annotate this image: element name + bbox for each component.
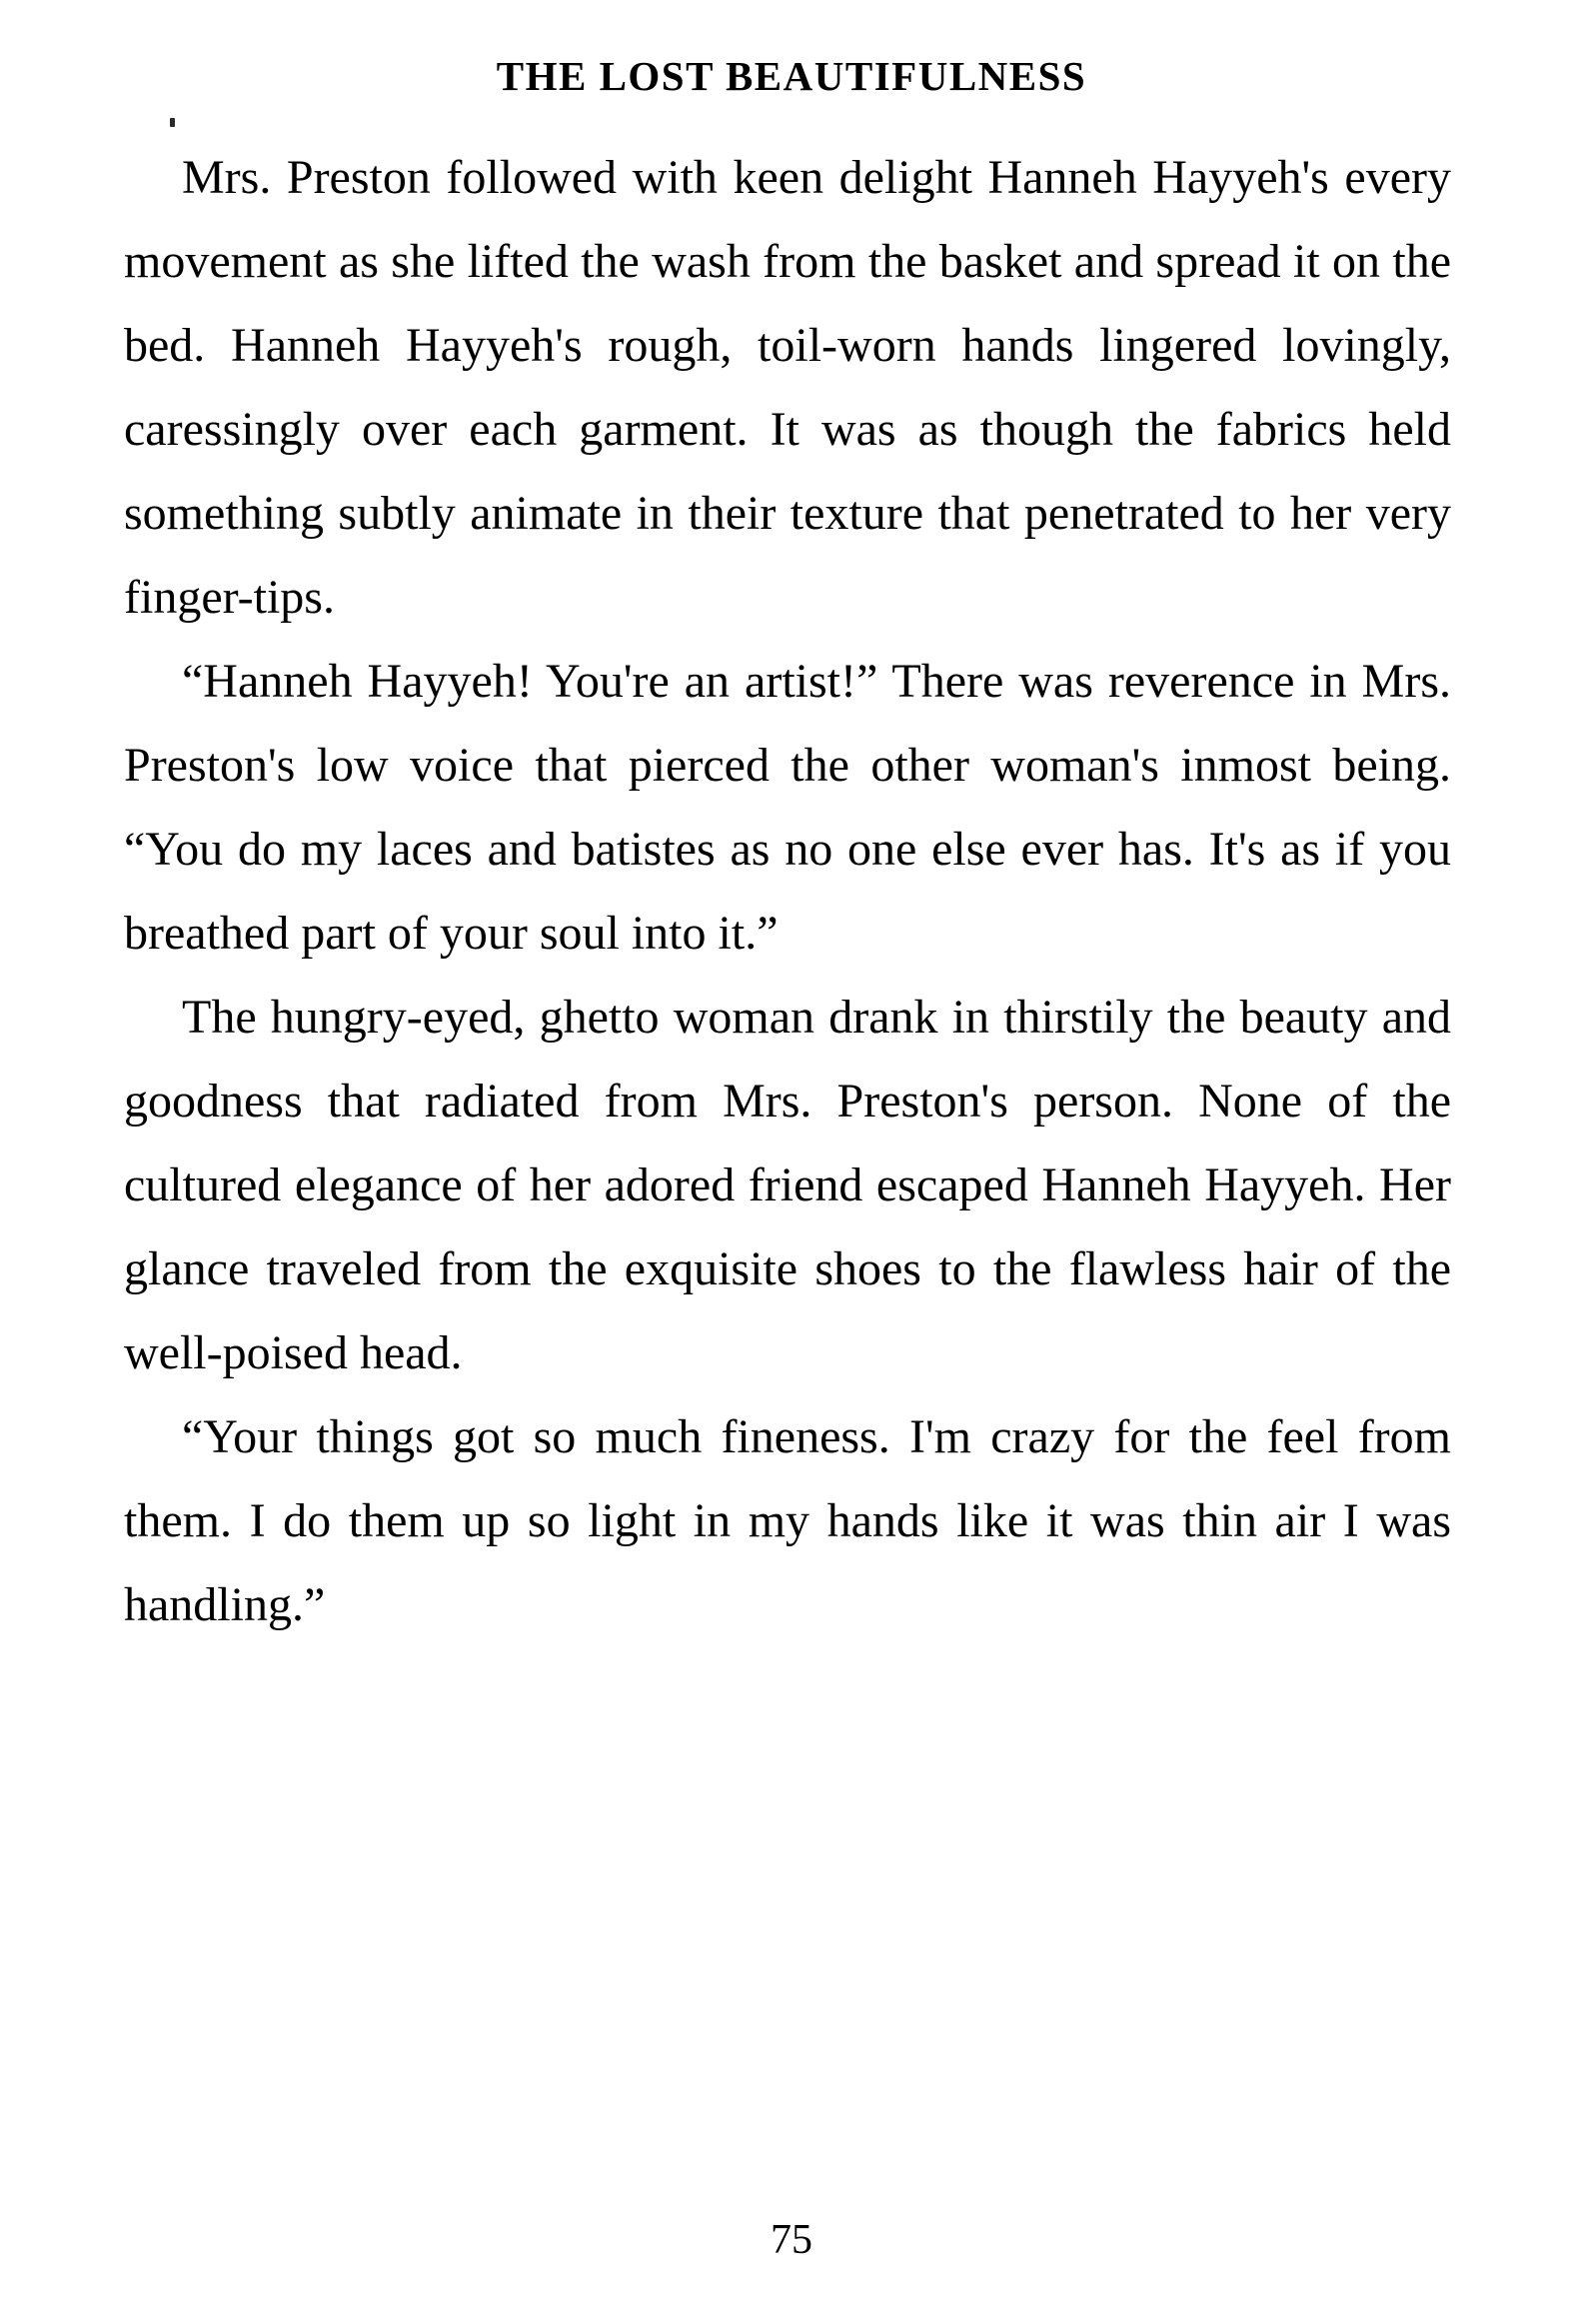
body-text [124,136,1451,1647]
paragraph: Mrs. Preston followed with keen delight Hanneh Hayyeh's every movement as she lifted the wash from the basket and spread it on the bed. Hanneh Hayyeh's rough, toil-worn hands lingered lovingly, caressingly over each garment. It was as though the fabrics held something subtly animate in their texture that penetrated to her very finger-tips. [124,151,1451,624]
paragraph: “Hanneh Hayyeh! You're an artist!” There was reverence in Mrs. Preston's low voice that pierced the other woman's inmost being. “You do my laces and batistes as no one else ever has. It's as if you breathed part of your soul into it.” [124,655,1451,960]
paragraph: “Your things got so much fineness. I'm crazy for the feel from them. I do them up so light in my hands like it was thin air I was handling.” [124,1410,1451,1631]
page-number: 75 [771,2217,812,2263]
running-head: THE LOST BEAUTIFULNESS [496,53,1087,99]
paragraph: The hungry-eyed, ghetto woman drank in thirstily the beauty and goodness that radiated from Mrs. Preston's person. None of the cultured elegance of her adored friend escaped Hanneh Hayyeh. Her glance traveled from the exquisite shoes to the flawless hair of the well-poised head. [124,991,1451,1379]
ink-speck [170,118,175,127]
